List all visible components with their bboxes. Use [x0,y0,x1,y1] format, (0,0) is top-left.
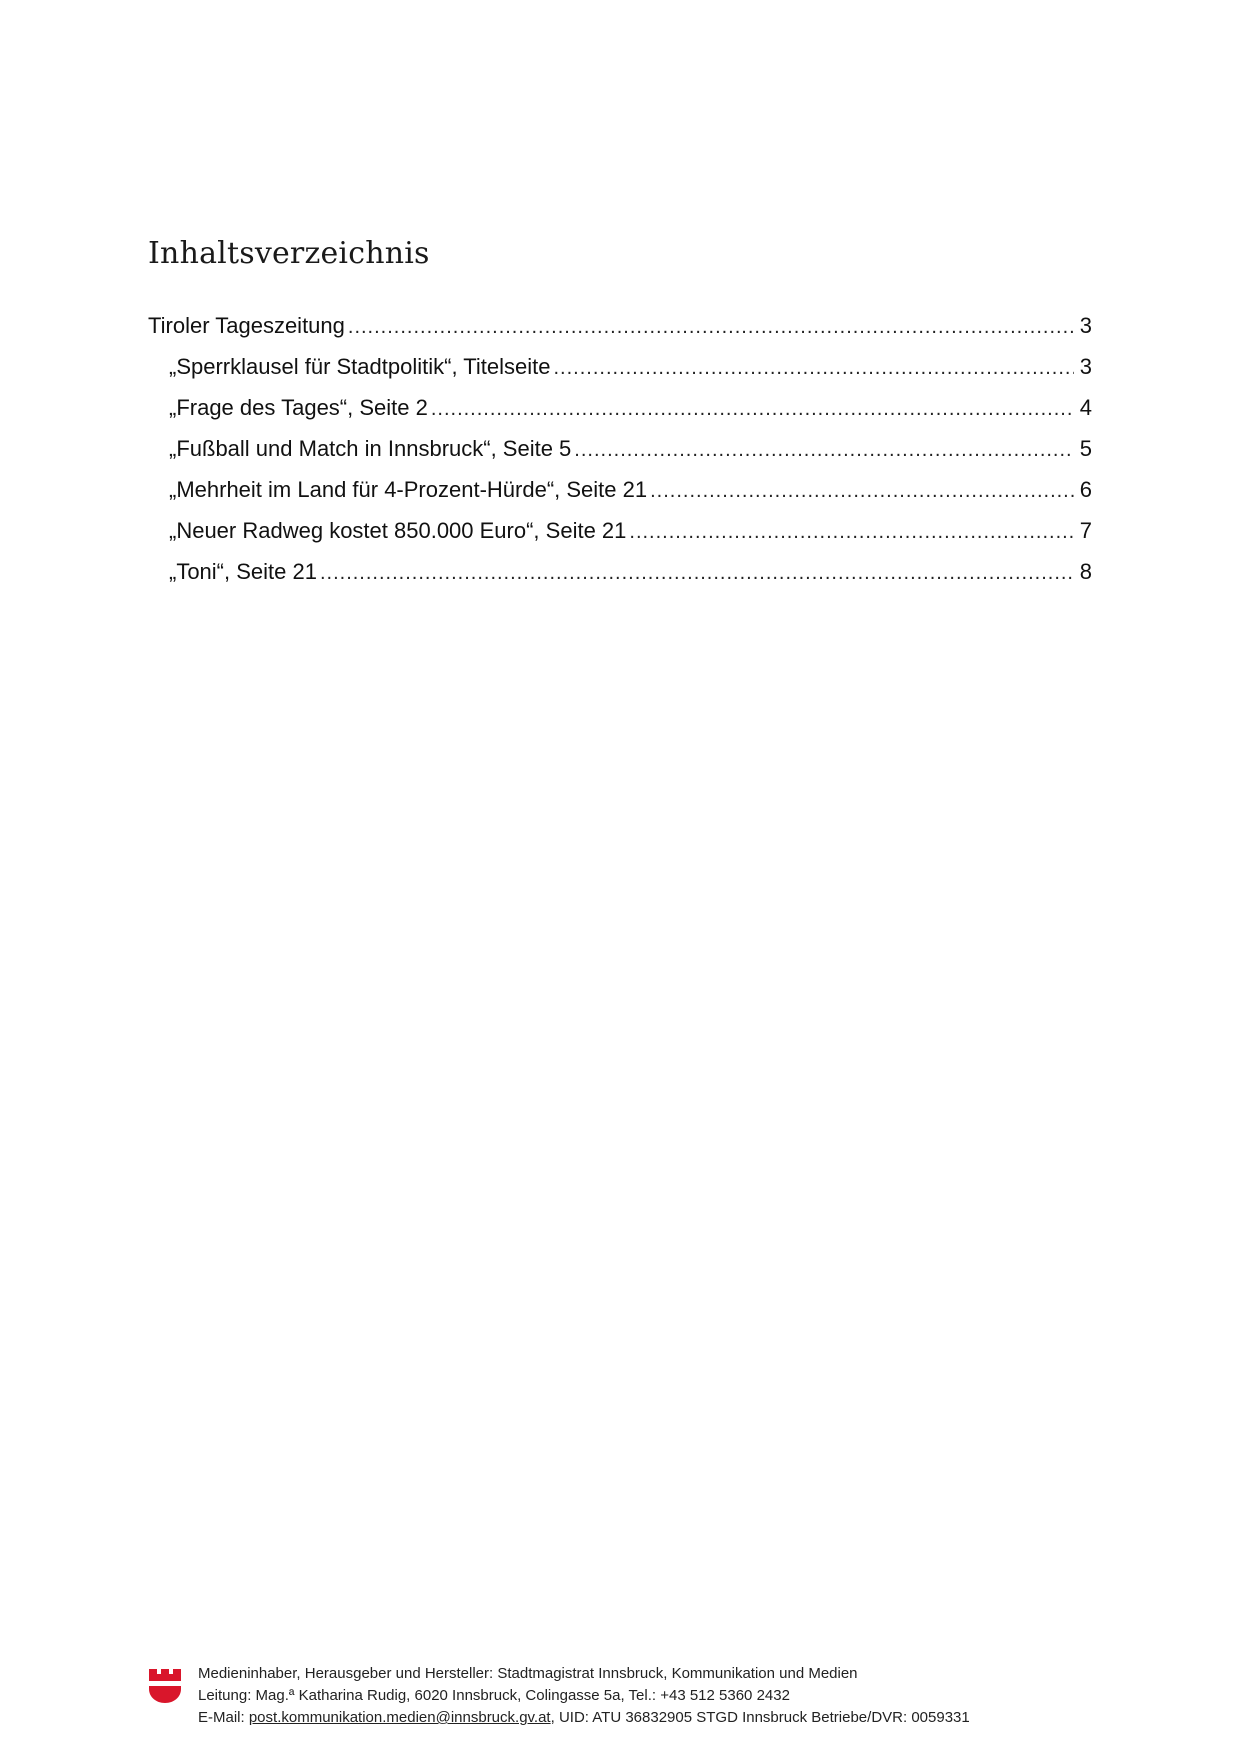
toc-entry[interactable] [148,510,1092,551]
uid-dvr-text: , UID: ATU 36832905 STGD Innsbruck Betriebe/DVR: 0059331 [550,1709,970,1726]
toc-entry-text: „Sperrklausel für Stadtpolitik“, Titelseite [169,354,551,379]
toc-dot-leader [431,389,1074,430]
toc-entry[interactable] [148,305,1092,346]
toc-page-number: 6 [1079,477,1092,502]
toc-entry-text: „Toni“, Seite 21 [169,559,317,584]
toc-entry[interactable] [148,469,1092,510]
toc-entry-text: „Frage des Tages“, Seite 2 [169,395,428,420]
toc-page-number: 5 [1079,436,1092,461]
footer-imprint [198,1663,970,1729]
toc-entry-text: „Fußball und Match in Innsbruck“, Seite 5 [169,436,572,461]
toc-entry-text: „Neuer Radweg kostet 850.000 Euro“, Seite 21 [169,518,627,543]
innsbruck-logo-icon [148,1665,182,1705]
toc-entry[interactable] [148,428,1092,469]
email-link[interactable]: post.kommunikation.medien@innsbruck.gv.at [248,1709,551,1726]
toc-dot-leader [348,307,1074,348]
footer-line-contact [198,1707,970,1729]
toc-dot-leader [650,471,1074,512]
toc-heading: Inhaltsverzeichnis [148,236,430,271]
toc-page-number: 4 [1079,395,1092,420]
toc-list [148,305,1092,592]
toc-page-number: 7 [1079,518,1092,543]
logo-shape [149,1669,181,1703]
email-label: E-Mail: [198,1709,249,1726]
toc-dot-leader [554,348,1075,389]
footer-line-management: Leitung: Mag.ª Katharina Rudig, 6020 Innsbruck, Colingasse 5a, Tel.: +43 512 5360 2432 [198,1687,790,1704]
toc-dot-leader [574,430,1074,471]
page-footer [148,1663,1088,1729]
toc-dot-leader [629,512,1074,553]
toc-entry[interactable] [148,551,1092,592]
toc-page-number: 3 [1079,354,1092,379]
toc-page-number: 8 [1079,559,1092,584]
toc-entry-text: „Mehrheit im Land für 4-Prozent-Hürde“, Seite 21 [169,477,648,502]
toc-page-number: 3 [1079,313,1092,338]
toc-entry[interactable] [148,346,1092,387]
toc-entry[interactable] [148,387,1092,428]
footer-line-publisher: Medieninhaber, Herausgeber und Hersteller: Stadtmagistrat Innsbruck, Kommunikation und Medien [198,1665,858,1682]
toc-entry-text: Tiroler Tageszeitung [148,313,345,338]
toc-dot-leader [320,553,1074,594]
